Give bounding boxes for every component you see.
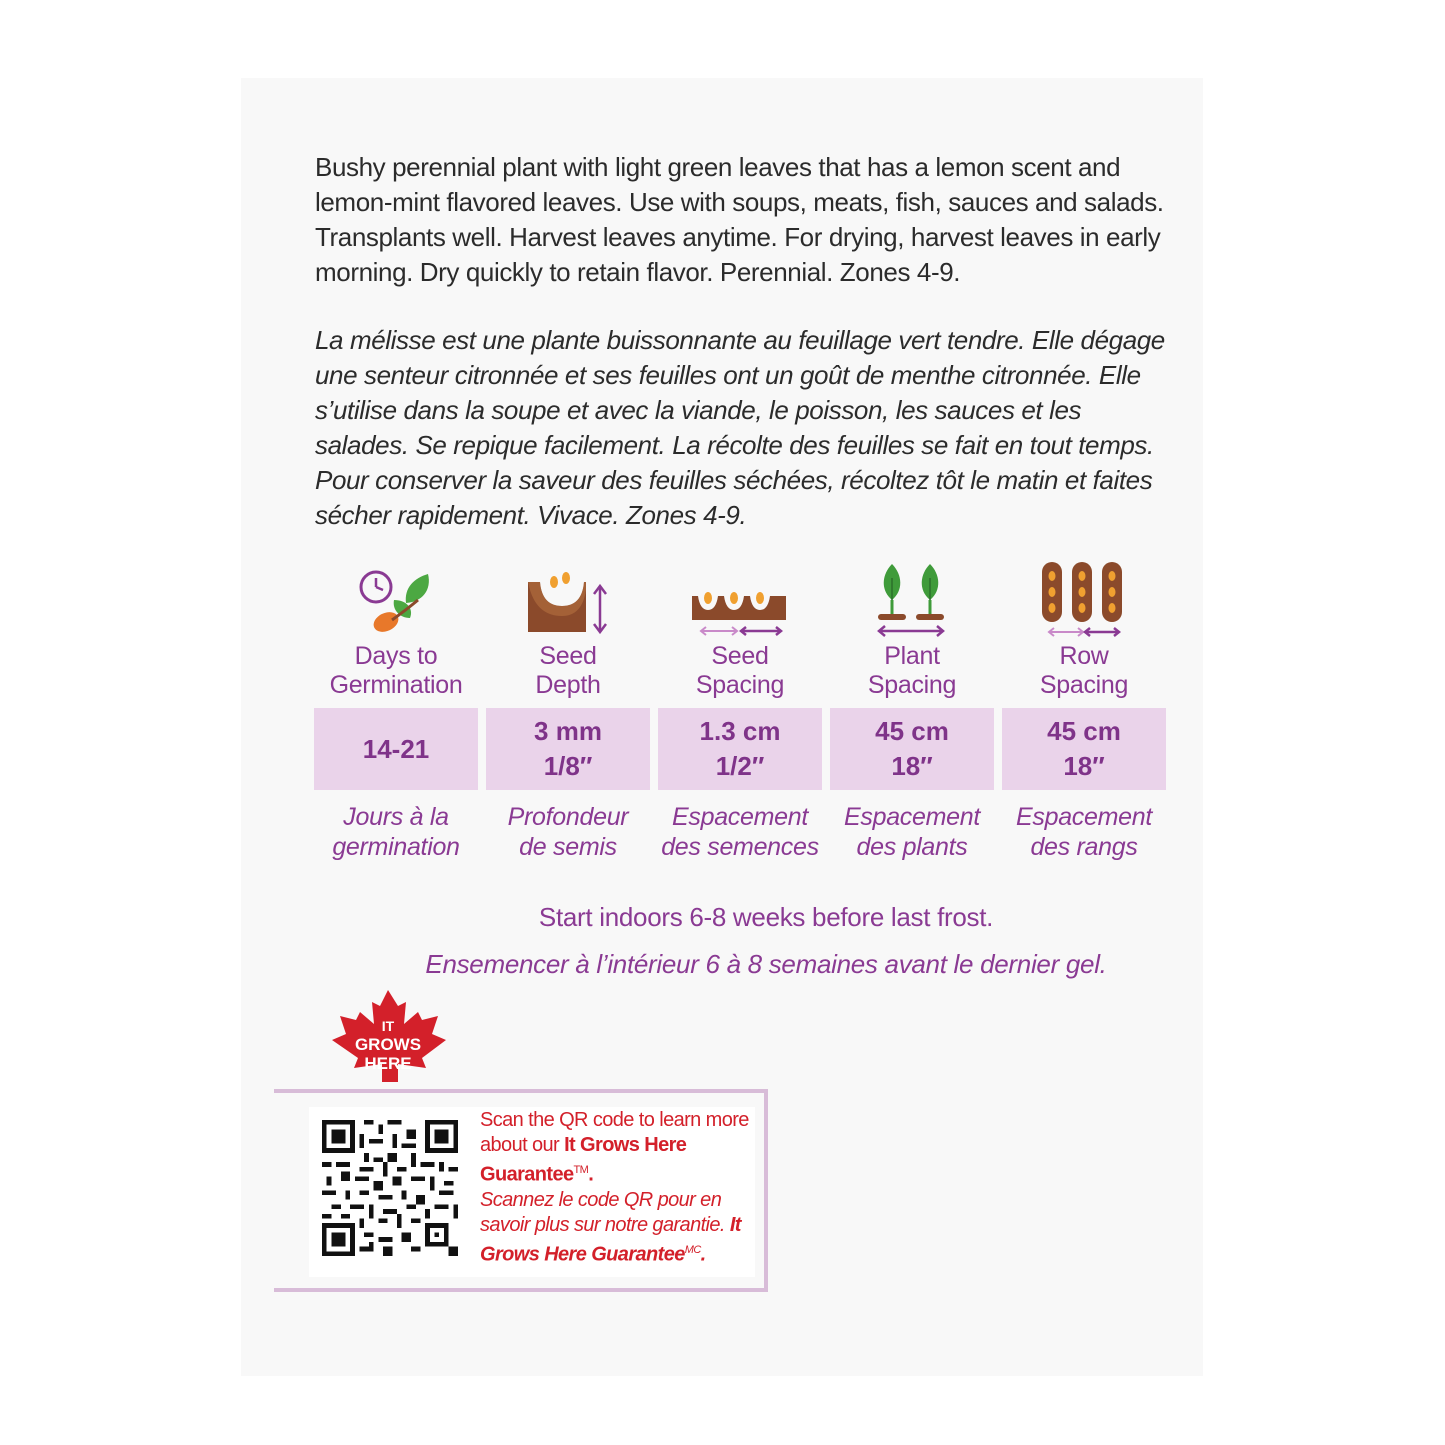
seed-spacing-icon [658, 560, 822, 638]
info-column-row-spacing [1002, 560, 1166, 862]
info-column-germination [314, 560, 478, 862]
description-english: Bushy perennial plant with light green leaves that has a lemon scent and lemon-mint flavored leaves. Use with soups, meats, fish, sauces and salads. Transplants well. Harvest leaves anytime. For drying, harvest leaves in early morning. Dry quickly to retain flavor. Perennial. Zones 4-9. [315, 152, 1164, 287]
plant-spacing-label: Plant Spacing [867, 642, 957, 699]
row-spacing-value: 45 cm 18″ [1002, 708, 1166, 790]
start-indoors-french: Ensemencer à l’intérieur 6 à 8 semaines avant le dernier gel. [425, 949, 1107, 979]
svg-text:HERE: HERE [364, 1054, 412, 1073]
it-grows-here-badge [326, 990, 454, 1102]
svg-text:IT: IT [381, 1018, 395, 1034]
plant-spacing-icon [830, 560, 994, 638]
germination-label: Days to Germination [329, 642, 463, 699]
seed-depth-label-french: Profondeur de semis [507, 803, 629, 861]
plant-spacing-label-french: Espacement des plants [844, 803, 980, 861]
start-indoors-english: Start indoors 6-8 weeks before last frost. [538, 902, 994, 932]
seed-depth-value: 3 mm 1/8″ [486, 708, 650, 790]
maple-leaf-icon [326, 990, 454, 1102]
info-column-plant-spacing [830, 560, 994, 862]
info-column-seed-spacing [658, 560, 822, 862]
seed-depth-label: Seed Depth [535, 642, 601, 699]
row-spacing-label: Row Spacing [1039, 642, 1129, 699]
qr-description: Scan the QR code to learn more about our It Grows Here Guarantee™. Scannez le code QR pour en savoir plus sur notre garantie. It Grows Here Guarantee$^{MC}$. [480, 1109, 749, 1266]
qr-code-icon[interactable] [322, 1120, 458, 1256]
info-column-seed-depth [486, 560, 650, 862]
seed-depth-icon [486, 560, 650, 638]
seed-spacing-value: 1.3 cm 1/2″ [658, 708, 822, 790]
seed-spacing-label: Seed Spacing [695, 642, 785, 699]
description-french: La mélisse est une plante buissonnante au feuillage vert tendre. Elle dégage une senteur citronnée et ses feuilles ont un goût de menthe citronnée. Elle s’utilise dans la soupe et avec la viande, le poisson, les sauces et les salades. Se repique facilement. La récolte des feuilles se fait en tout temps. Pour conserver la saveur des feuilles séchées, récoltez tôt le matin et faites sécher rapidement. Vivace. Zones 4-9. [315, 325, 1165, 530]
germination-clock-icon [314, 560, 478, 638]
row-spacing-icon [1002, 560, 1166, 638]
row-spacing-label-french: Espacement des rangs [1016, 803, 1152, 861]
germination-label-french: Jours à la germination [332, 803, 460, 861]
svg-text:GROWS: GROWS [354, 1035, 422, 1054]
plant-spacing-value: 45 cm 18″ [830, 708, 994, 790]
seed-spacing-label-french: Espacement des semences [661, 803, 819, 861]
germination-value: 14-21 [314, 708, 478, 790]
